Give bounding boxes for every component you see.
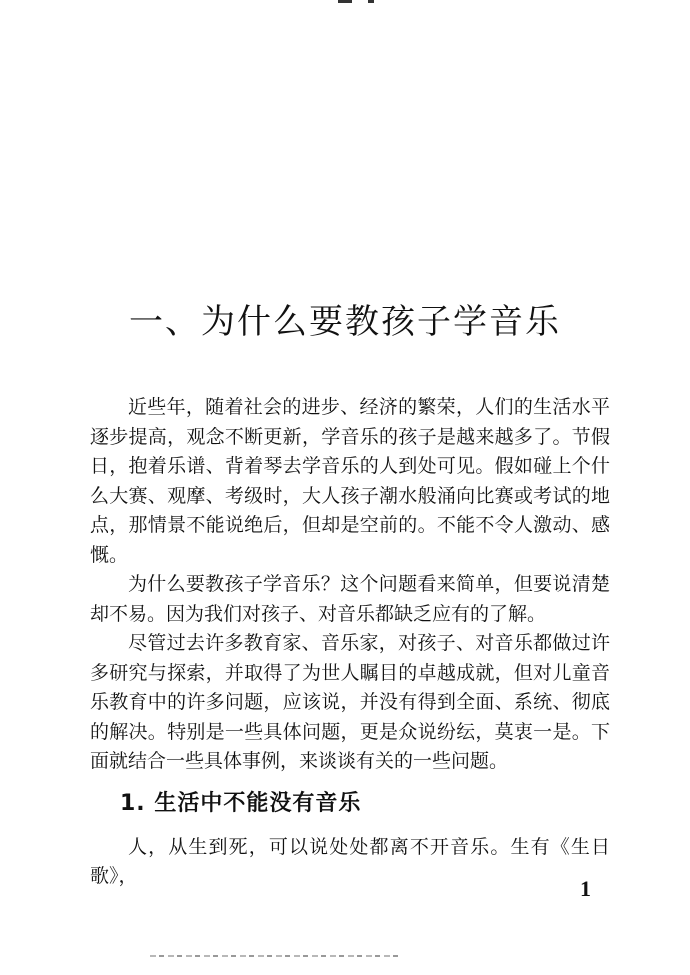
body-text bbox=[90, 393, 610, 777]
scan-mark-top bbox=[338, 0, 352, 3]
section-first-line: 人，从生到死，可以说处处都离不开音乐。生有《生日歌》， bbox=[90, 836, 610, 887]
paragraph-1: 近些年，随着社会的进步、经济的繁荣，人们的生活水平逐步提高，观念不断更新，学音乐的孩子是越来越多了。节假日，抱着乐谱、背着琴去学音乐的人到处可见。假如碰上个什么大赛、观摩、考级时，大人孩子潮水般涌向比赛或考试的地点，那情景不能说绝后，但却是空前的。不能不令人激动、感慨。 bbox=[90, 396, 610, 566]
section-heading: 1. 生活中不能没有音乐 bbox=[120, 791, 362, 817]
chapter-title: 一、为什么要教孩子学音乐 bbox=[129, 301, 561, 342]
bleed-through-line bbox=[150, 955, 400, 957]
scan-mark-top-2 bbox=[368, 0, 374, 3]
paragraph-2: 为什么要教孩子学音乐？这个问题看来简单，但要说清楚却不易。因为我们对孩子、对音乐都缺乏应有的了解。 bbox=[90, 573, 610, 625]
paragraph-3: 尽管过去许多教育家、音乐家，对孩子、对音乐都做过许多研究与探索，并取得了为世人瞩目的卓越成就，但对儿童音乐教育中的许多问题，应该说，并没有得到全面、系统、彻底的解决。特别是一些具体问题，更是众说纷纭，莫衷一是。下面就结合一些具体事例，来谈谈有关的一些问题。 bbox=[90, 632, 610, 772]
page-number: 1 bbox=[580, 876, 591, 901]
